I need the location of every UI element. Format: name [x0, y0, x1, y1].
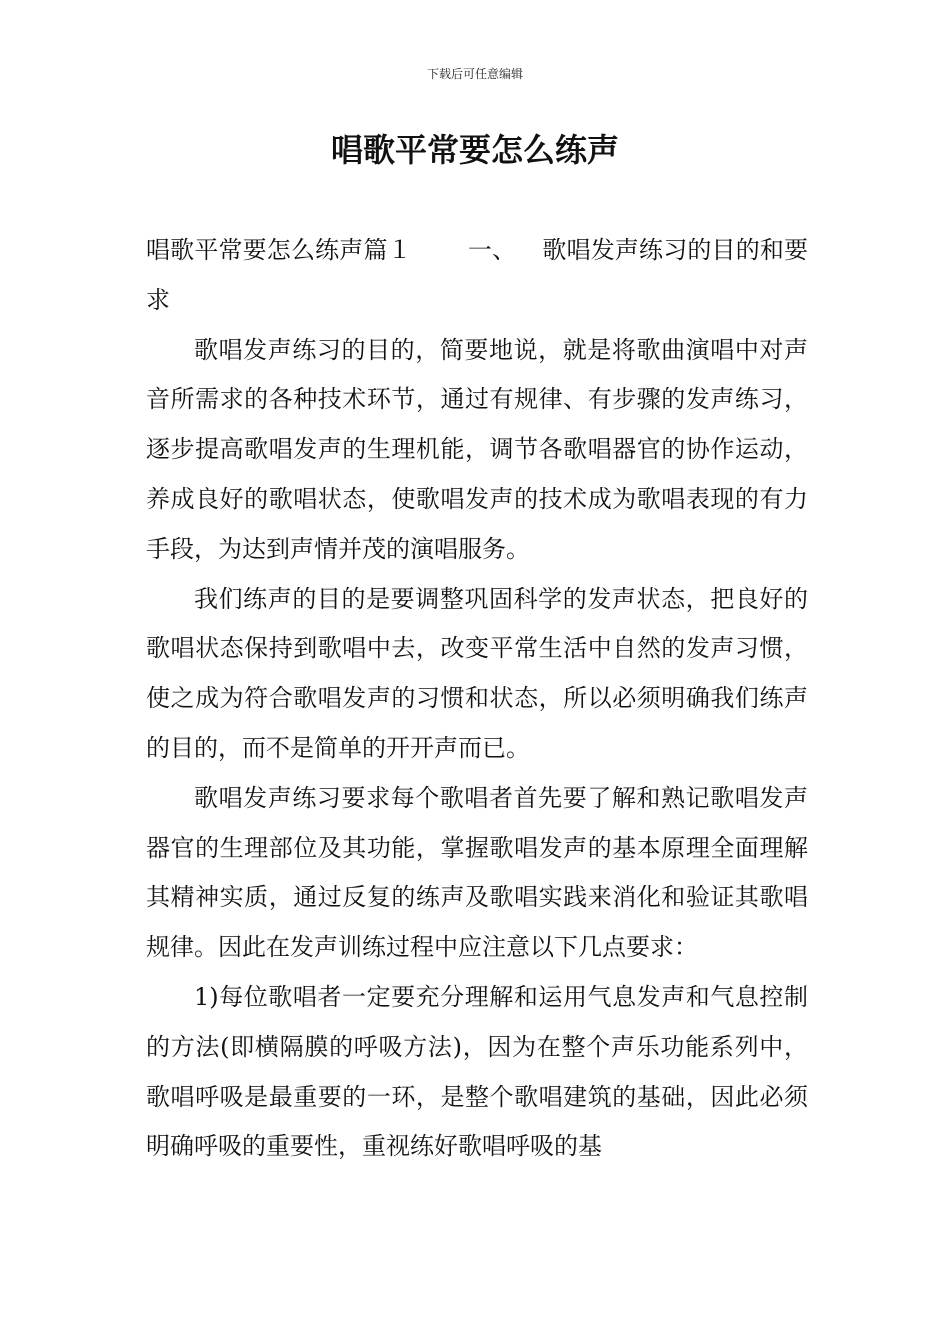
section-heading: [146, 226, 808, 326]
section-heading-label: 唱歌平常要怎么练声篇１: [146, 236, 412, 264]
header-note: 下载后可任意编辑: [426, 67, 523, 81]
page-title: 唱歌平常要怎么练声: [330, 131, 619, 169]
section-heading-text: 歌唱发声练习的目的和要求: [146, 236, 809, 314]
paragraph-1: 歌唱发声练习的目的，简要地说，就是将歌曲演唱中对声音所需求的各种技术环节，通过有规律、有步骤的发声练习，逐步提高歌唱发声的生理机能，调节各歌唱器官的协作运动，养成良好的歌唱状态，使歌唱发声的技术成为歌唱表现的有力手段，为达到声情并茂的演唱服务。: [146, 335, 808, 563]
paragraph-2: 我们练声的目的是要调整巩固科学的发声状态，把良好的歌唱状态保持到歌唱中去，改变平常生活中自然的发声习惯，使之成为符合歌唱发声的习惯和状态，所以必须明确我们练声的目的，而不是简单的开开声而已。: [146, 584, 808, 762]
paragraph-4: 1)每位歌唱者一定要充分理解和运用气息发声和气息控制的方法(即横隔膜的呼吸方法)，因为在整个声乐功能系列中，歌唱呼吸是最重要的一环，是整个歌唱建筑的基础，因此必须明确呼吸的重要性，重视练好歌唱呼吸的基: [146, 982, 808, 1161]
section-heading-number: 一、: [467, 236, 517, 264]
document-body: [146, 226, 808, 1172]
paragraph-3: 歌唱发声练习要求每个歌唱者首先要了解和熟记歌唱发声器官的生理部位及其功能，掌握歌唱发声的基本原理全面理解其精神实质，通过反复的练声及歌唱实践来消化和验证其歌唱规律。因此在发声训练过程中应注意以下几点要求：: [146, 783, 808, 962]
